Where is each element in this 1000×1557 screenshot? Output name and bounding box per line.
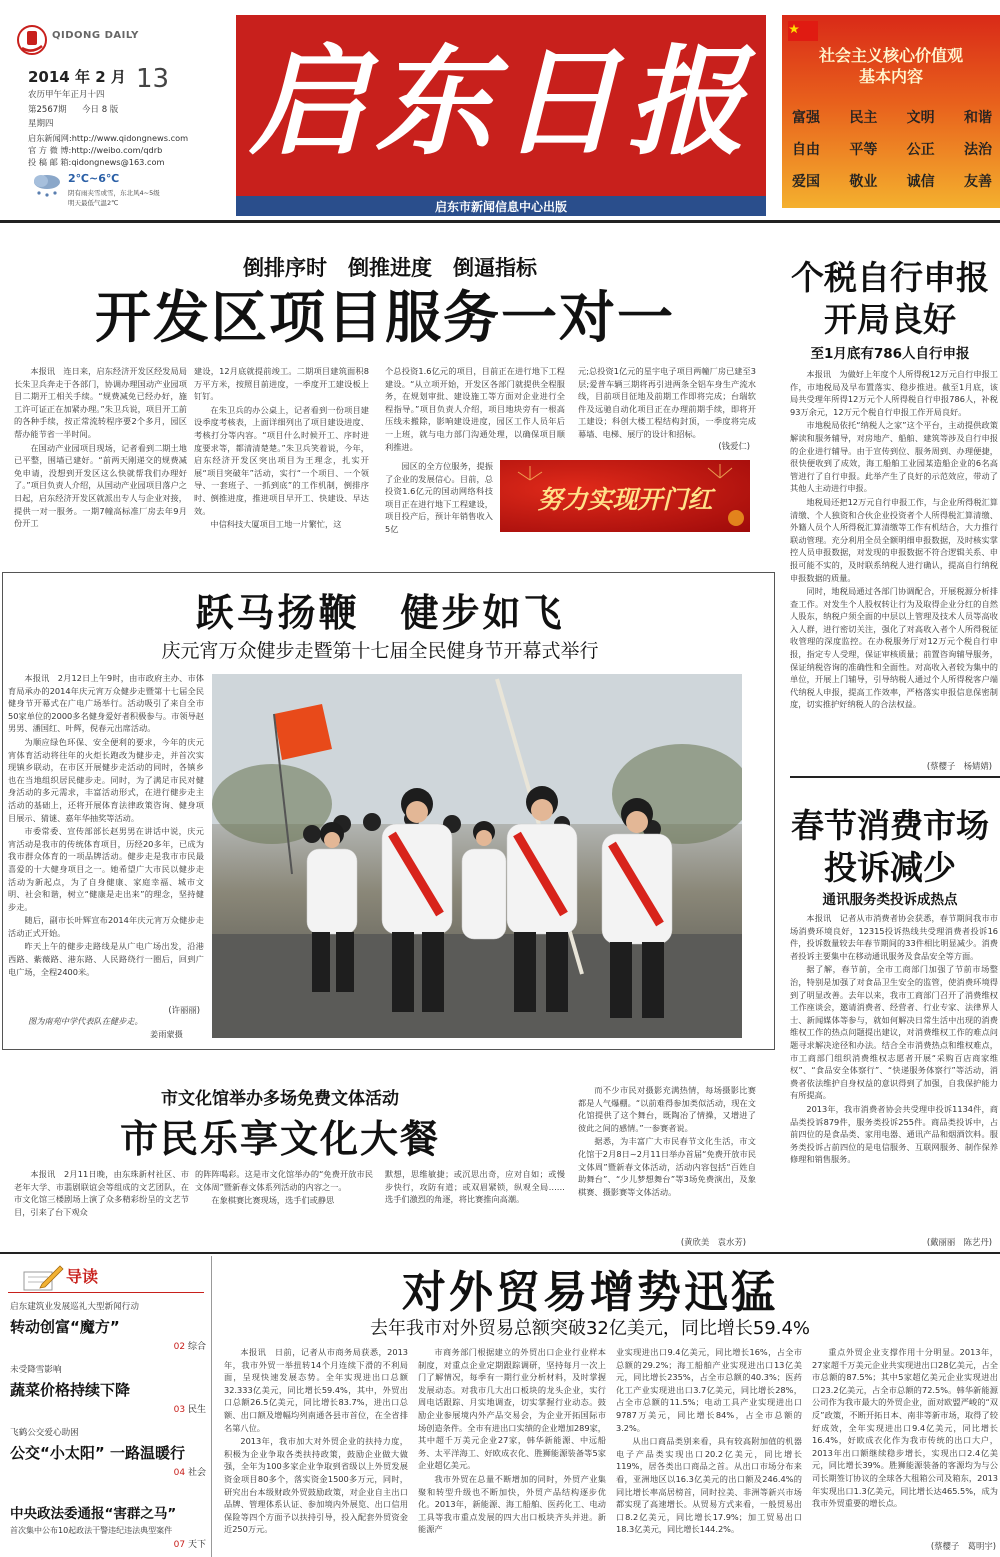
paragraph: 随后，副市长叶辉宣布2014年庆元宵万众健步走活动正式开始。	[8, 915, 204, 938]
trade-byline: (蔡樱子 葛明宇)	[930, 1541, 996, 1551]
paragraph: 同时，地税局通过各部门协调配合，开展税源分析排查工作。对发生个人股权转让行为及取得企业分红的自然人股东，纳税户须全面的中层以上管理及技术人员等高收入人群，进行密切关注，强化了对高收入者个人所得税征收管理的深度监控。在办税服务厅对12万元个税自行申报，指定专人受理，保证审核质量；前置咨询辅导服务，保证纳税咨询的准确性和全面性。对高收入者较为集中的单位，开展上门辅导，引导纳税人通过个人所得税客户端代纳税人申报，提高工作效率，严格落实申报信息保密制度，切实推护好纳税人的合法权益。	[790, 586, 998, 710]
trade-headline: 对外贸易增势迅猛	[402, 1267, 778, 1318]
publisher-text: 启东市新闻信息中心出版	[434, 200, 567, 214]
guide-page	[10, 1402, 206, 1415]
value-item: 民主	[849, 110, 878, 126]
trade-column-4	[812, 1346, 998, 1538]
values-row	[792, 171, 992, 191]
guide-section: 综合	[187, 1342, 206, 1352]
guide-section: 天下	[187, 1540, 206, 1550]
value-item: 诚信	[906, 174, 935, 190]
contact-3: 投 稿 邮 箱:qidongnews@163.com	[28, 157, 165, 167]
paragraph: 元;总投资1亿元的星宇电子项目两幢厂房已建至3层;爱普车辆三期将再引进两条全铝车身生产流水线，目前项目征地及前期工作即将完成；台瑞软件及远驰自动化项目正在办理前期手续，即将开工建设；科创大楼工程结构封顶，一季度将完成幕墙、电梯、展厅的设计和招标。	[578, 366, 756, 439]
guide-box	[0, 1256, 212, 1557]
guide-title: 导读	[66, 1267, 99, 1286]
culture-column-1	[14, 1168, 189, 1238]
guide-page-number: 03	[173, 1405, 186, 1415]
paragraph: 本报讯 2月11日晚，由东珠新村社区、市老年大学、市翡剧联谊会等组成的文艺团队，在市文化馆三楼剧场上演了众多精彩纷呈的文艺节目，引来了台下观众	[14, 1169, 189, 1217]
culture-column-2	[195, 1168, 373, 1238]
walkers-illustration	[212, 674, 742, 1038]
guide-section: 社会	[187, 1468, 206, 1478]
weather-tomorrow: 明天最低气温2℃	[68, 199, 119, 207]
fitness-text	[8, 672, 204, 1017]
guide-item[interactable]	[10, 1363, 206, 1415]
tax-headline-2: 开局良好	[824, 300, 956, 339]
tax-byline: (蔡樱子 杨婧婧)	[926, 761, 992, 771]
consumer-headline-2: 投诉减少	[824, 848, 956, 887]
paragraph: 2013年，我市加大对外贸企业的扶持力度，积极为企业争取各类扶持政策，鼓励企业做大做强，全年为100多家企业争取到省级以上外贸发展资金项目80多个，落实资金1500多万元，同时，研究出台本级财政外贸鼓励政策，对企业自主出口品牌、管理体系认证、参加境内外展览、出口信用保险等四个方面予以扶持引导，投入配套外贸资金近250万元。	[224, 1436, 408, 1535]
culture-column-3	[385, 1168, 565, 1238]
weather-desc: 阴有雨夹雪或雪，东北风4~5级	[68, 189, 160, 197]
paragraph: 建设，12月底就提前竣工。二期项目建筑面积8万平方米，按照目前进度，一季度开工建设板上钉钉。	[194, 366, 369, 402]
english-name: QIDONG DAILY	[52, 30, 139, 41]
pencil-icon	[20, 1262, 64, 1292]
paragraph: 本报讯 连日来，启东经济开发区经发局局长朱卫兵奔走于各部门，协调办理国动产业园项目二期开工相关手续。“规费减免已经办好，施工许可证正在加紧办理。”朱卫兵说，项目开工前的各种手续，按正常流转程序要2个多月，园区帮办能节省一半时间。	[14, 366, 187, 439]
consumer-text	[790, 912, 998, 1230]
guide-kicker: 未受降雪影响	[10, 1365, 62, 1375]
guide-headline: 蔬菜价格持续下降	[10, 1381, 131, 1399]
date-day: 13	[136, 64, 170, 94]
paragraph: 在朱卫兵的办公桌上，记者看到一份项目建设季度考核表，上面详细列出了项目建设进度、考核打分等内容。“项目什么时候开工、序时进度要求等，都清清楚楚。”朱卫兵笑着说，今年，启东经济开发区突出项目为王理念，扎实开展“项目突破年”活动，实行“一个项目、一个领导、一套班子、一抓到底”的工作机制，倒排序时、倒推进度，推进项目早开工、快建设、早达效。	[194, 404, 369, 516]
paragraph: 从出口商品类别来看，具有较高附加值的机器电子产品类实现出口20.2亿美元，同比增长119%，居各类出口商品之首。从出口市场分布来看，亚洲地区以16.3亿美元的出口额及246.4%的同比增长率高居榜首，同时拉美、非洲等新兴市场都实现了高速增长。从贸易方式来看，一般贸易出口8.2亿美元，同比增长17.9%；加工贸易出口18.3亿美元，同比增长144.2%。	[616, 1436, 802, 1535]
page-count: 今日 8 版	[82, 105, 119, 115]
guide-page	[10, 1465, 206, 1478]
value-item: 友善	[963, 174, 992, 190]
value-item: 和谐	[963, 110, 992, 126]
consumer-byline: (戴丽丽 陈艺丹)	[926, 1237, 992, 1247]
guide-kicker: 启东建筑业发展巡礼大型新闻行动	[10, 1302, 139, 1312]
values-row	[792, 107, 992, 127]
value-item: 爱国	[792, 174, 820, 190]
title-block	[236, 15, 766, 196]
guide-headline: 中央政法委通报“害群之马”	[10, 1506, 177, 1522]
paragraph: 地税局还把12万元自行申报工作，与企业所得税汇算清缴、个人独资和合伙企业投资者个人所得税汇算清缴、外籍人员个人所得税汇算清缴等工作有机结合，大力推行联动管理。充分利用全员全额明细申报数据，及时核实掌控人员申报数据，对发现的申报数据不符合逻辑关系、申报可能不实的，及时联系纳税人进行确认，提高自行纳税申报数据的质量。	[790, 496, 998, 583]
photo-caption: 图为南苑中学代表队在健步走。	[28, 1016, 143, 1026]
guide-item[interactable]	[10, 1426, 206, 1478]
culture-byline: (黄欣美 袁水芳)	[680, 1237, 746, 1247]
guide-sub: 首次集中公布10起政法干警违纪违法典型案件	[10, 1526, 173, 1535]
paragraph: 的阵阵喝彩。这是市文化馆举办的“免费开放市民文体周”暨新春文体系列活动的内容之一。	[195, 1169, 373, 1192]
trade-column-2	[418, 1346, 606, 1551]
core-values-panel	[782, 15, 1000, 208]
paragraph: 本报讯 记者从市消费者协会获悉，春节期间我市市场消费环境良好，12315投诉热线共受理消费者投诉16件，投诉数量较去年春节期间的33件相比明显减少。消费者投诉主要集中在移动通讯服务及食品安全等方面。	[790, 913, 998, 961]
value-item: 文明	[906, 110, 935, 126]
lunar-date: 农历甲午年正月十四	[28, 90, 105, 100]
culture-kicker: 市文化馆举办多场免费文体活动	[161, 1089, 399, 1109]
paragraph: 本报讯 2月12日上午9时，由市政府主办、市体育局承办的2014年庆元宵万众健步走暨第十七届全民健身节开幕式在广电广场举行。活动吸引了来自全市50家单位的2000多名健身爱好者积极参与。市领导赵男男、潘国红、叶辉，倪春元出席活动。	[8, 673, 204, 734]
guide-item[interactable]	[10, 1502, 206, 1550]
weekday: 星期四	[28, 119, 54, 129]
section-divider	[0, 1252, 1000, 1254]
paragraph: 在国动产业园项目现场，记者看到二期土地已平整，围墙已建好。“前两天刚递交的规费减免申请，没想到开发区这么快就帮我们办理好了。”项目负责人介绍，从国动产业园项目落户之日起，启东经济开发区就派出专人与企业对接，提供一对一服务。一期7幢高标准厂房去年9月份开工	[14, 442, 187, 529]
tax-text	[790, 368, 998, 758]
paragraph: 本报讯 日前，记者从市商务局获悉，2013年，我市外贸一举扭转14个月连续下滑的不利局面，呈现快速发展态势。全年实现进出口总额32.333亿美元，同比增长59.4%，其中，外贸出口总额26.5亿美元，同比增长83.7%，进出口总额、出口额及增幅均列南通各县市首位，在全省排名第八位。	[224, 1347, 408, 1433]
paragraph: 在象棋赛比赛现场，选手们或静思	[211, 1195, 335, 1206]
trade-column-3	[616, 1346, 802, 1551]
paragraph: 昨天上午的健步走路线是从广电广场出发，沿港西路、紫薇路、港东路、人民路绕行一圈后，回到广电广场，全程2400米。	[8, 941, 204, 977]
consumer-headline-1: 春节消费市场	[791, 806, 989, 845]
values-title-1: 社会主义核心价值观	[818, 46, 963, 65]
contact-2: 官 方 微 博:http://weibo.com/qdrb	[28, 145, 163, 155]
tax-headline-1: 个税自行申报	[791, 258, 989, 297]
lead-kicker: 倒排序时 倒推进度 倒逼指标	[243, 255, 537, 280]
paragraph: 市商务部门根据建立的外贸出口企业行业样本制度，对重点企业定期跟踪调研，坚持每月一次上门了解情况，每季有一期行业分析材料，及时掌握发展动态。对我市几大出口板块的龙头企业，实行周电话跟踪、月实地调查，切实掌握行业动态。鼓励企业参展境内外产品交易会，为企业开拓国际市场创造条件。全市有进出口实绩的企业增加289家，其中超千万美元企业27家，韩华新能源、中远船务、太平洋海工、好欧成衣化、胜狮能源装备等5家企业超亿美元。	[418, 1347, 606, 1471]
guide-page	[10, 1339, 206, 1352]
issue-number: 第2567期	[28, 105, 67, 115]
paragraph: 个总投资1.6亿元的项目，目前正在进行地下工程建设。“从立项开始，开发区各部门就提供全程服务，在规划审批、建设施工等方面对企业进行全程指导。”项目负责人介绍，项目地块旁有一根高压线未搬除，影响建设进度，园区工作人员年后一上班，就与电力部门沟通处理，以确保项目顺利推进。	[385, 366, 565, 451]
paragraph: 市地税局依托“纳税人之家”这个平台，主动提供政策解读和服务辅导，对房地产、船舶、建筑等涉及自行申报的企业进行辅导。由于宣传到位、服务周到、办理便捷，很快便收到了成效，海工船舶工业园某造船企业的6名高管进行了自行申报。此举产生了良好的示范效应，带动了其他人主动进行申报。	[790, 420, 998, 494]
paragraph: 默想，思维敏捷；或沉思出奇，应对自如；或慢步快行，攻防有道；或双眉紧锁，纵观全局……选手们激烈的角逐，将比赛推向高潮。	[385, 1169, 565, 1205]
lead-column-3b	[385, 460, 493, 565]
weather-temp: 2℃~6℃	[68, 172, 120, 185]
guide-headline: 公交“小太阳” 一路温暖行	[10, 1444, 185, 1462]
flag-icon	[788, 21, 818, 43]
guide-page-number: 02	[173, 1342, 186, 1352]
date-line: 2014 年 2 月	[28, 68, 126, 86]
lead-column-1	[14, 365, 187, 565]
value-item: 公正	[906, 142, 935, 158]
guide-section: 民生	[187, 1405, 206, 1415]
paragraph: 本报讯 为做好上年度个人所得税12万元自行申报工作，市地税局及早布置落实、稳步推进。截至1月底，该局共受理年所得12万元个人所得税自行申报786人，补税93万余元，12万元个税自行申报工作开局良好。	[790, 369, 998, 417]
values-grid	[792, 107, 992, 191]
paragraph: 2013年，我市消费者协会共受理申投诉1134件，商品类投诉879件，服务类投诉255件。商品类投诉中，占前四位的是食品类、家用电器、通讯产品和烟酒饮料。服务类投诉占前四位的是电信服务、互联网服务、制作保养修理和销售服务。	[790, 1103, 998, 1165]
trade-subhead: 去年我市对外贸易总额突破32亿美元，同比增长59.4%	[369, 1318, 811, 1339]
photo-credit: 姜雨蒙摄	[150, 1029, 183, 1039]
values-row	[792, 139, 992, 159]
guide-page-number: 04	[173, 1468, 186, 1478]
paragraph: 我市外贸在总量不断增加的同时，外贸产业集聚和转型升级也不断加快，外贸产品结构逐步优化。2013年，新能源、海工船舶、医药化工、电动工具等我市重点发展的四大出口板块齐头并进。新能源产	[418, 1473, 606, 1535]
value-item: 自由	[792, 142, 820, 158]
lead-column-2	[194, 365, 369, 565]
paragraph: 而不少市民对摄影充满热情，每场摄影比赛都是人气爆棚。“以前难得参加类似活动，现在文化馆提供了这个舞台，既陶冶了情操，又增进了彼此之间的感情。”一参赛者说。	[578, 1085, 756, 1133]
paragraph: 园区的全方位服务，提振了企业的发展信心。目前，总投资1.6亿元的国动网络科技项目正在进行地下工程建设，项目投产后，预计年销售收入5亿	[385, 461, 493, 534]
culture-column-4	[578, 1084, 756, 1224]
open-banner	[500, 460, 750, 532]
lead-headline: 开发区项目服务一对一	[95, 285, 675, 351]
publisher-bar	[236, 196, 766, 216]
lead-byline: (钱爱仁)	[718, 441, 750, 451]
lead-column-3	[385, 365, 565, 451]
right-divider	[790, 776, 1000, 778]
paragraph: 中信科技大厦项目工地一片繁忙，这	[210, 519, 342, 530]
guide-page	[10, 1537, 206, 1550]
guide-item[interactable]	[10, 1300, 206, 1352]
contact-1: 启东新闻网:http://www.qidongnews.com	[28, 133, 189, 143]
walkers-photo	[212, 674, 742, 1038]
paragraph: 据了解，春节前，全市工商部门加强了节前市场整治，特别是加强了对食品卫生安全的监管，使消费环境得到了明显改善。去年以来，我市工商部门召开了消费维权工作座谈会，邀请消费者、经营者、行业专家、法律界人士、新闻媒体等参与，就如何解决日常生活中出现的消费维权工作的热点问题提出建议，对消费维权工作的难点问题寻求解决途径和办法。结合全市消费热点和维权难点，市工商部门组织消费维权志愿者开展“采购百店商家维权”、“食品安全体察行”、“快递服务体察行”等活动，消费者依法维护自身权益的意识得到了加强，自我保护能力有所提高。	[790, 964, 998, 1101]
paragraph: 为顺应绿色环保、安全便利的要求，今年的庆元宵体育活动将往年的火炬长跑改为健步走，并首次实现镇乡联动，在市区开展健步走活动的同时，各镇乡也在当地组织居民健步走。同时，为了满足市民对健身活动的多元需求，丰富活动形式，在进行健步走主活动的基础上，还将开展体育法律政策咨询、健身项目展示、猜谜、嘉年华抽奖等活动。	[8, 736, 204, 823]
banner-text: 努力实现开门红	[537, 485, 713, 514]
paragraph: 业实现进出口9.4亿美元，同比增长16%，占全市总额的29.2%；海工船舶产业实现进出口13亿美元，同比增长235%，占全市总额的40.3%；医药化工产业实现进出口3.7亿美元，同比增长28%，占全市总额的11.5%；电动工具产业实现进出口9787万美元，同比增长84%，占全市总额的3.2%。	[616, 1347, 802, 1433]
culture-headline: 市民乐享文化大餐	[119, 1116, 440, 1161]
value-item: 富强	[792, 110, 820, 126]
value-item: 法治	[963, 142, 992, 158]
fitness-headline: 跃马扬鞭 健步如飞	[195, 590, 565, 635]
masthead-divider	[0, 220, 1000, 223]
snow-cloud-icon	[30, 172, 64, 198]
lead-column-4	[578, 365, 756, 449]
value-item: 敬业	[849, 174, 878, 190]
fitness-byline: (许丽丽)	[168, 1005, 200, 1015]
fitness-subhead: 庆元宵万众健步走暨第十七届全民健身节开幕式举行	[161, 640, 599, 662]
paragraph: 市委常委、宣传部部长赵男男在讲话中说，庆元宵活动是我市的传统体育项目，历经20多年，已成为我市群众体育的一项品牌活动。健步走是我市市民最喜爱的十大健身项目之一。她希望广大市民以健步走活动为新起点，为了自身健康、家庭幸福、城市文明、社会和谐，树立“健康是走出来”的理念，坚持健步走。	[8, 826, 204, 912]
guide-rule	[8, 1292, 204, 1293]
newspaper-title: 启东日报	[248, 32, 753, 171]
values-title-2: 基本内容	[858, 67, 923, 86]
guide-page-number: 07	[173, 1540, 186, 1550]
guide-headline: 转动创富“魔方”	[10, 1318, 120, 1336]
consumer-subhead: 通讯服务类投诉成热点	[822, 892, 958, 908]
newspaper-logo-icon	[16, 24, 48, 56]
guide-kicker: 飞鹤公交爱心助困	[10, 1428, 79, 1438]
tax-subhead: 至1月底有786人自行申报	[810, 346, 970, 362]
trade-column-1	[224, 1346, 408, 1551]
value-item: 平等	[849, 142, 878, 158]
paragraph: 重点外贸企业支撑作用十分明显。2013年，27家超千万美元企业共实现进出口28亿美元，占全市总额的87.5%；其中5家超亿美元企业实现进出口23.2亿美元，占全市总额的72.5%。韩华新能源公司作为我市最大的外贸企业，面对欧盟严峻的“双反”政策，不断开拓日本、南非等新市场，取得了较好成效，全年实现进出口9.4亿美元，同比增长16.4%，好欧成衣化作为我市传统的出口大户，2013年出口额继续稳步增长，实现出口2.4亿美元，同比增长39%。胜狮能源装备的客源均为与公司长期签订协议的全球各大租箱公司及箱东，2013年实现出口1.3亿美元，同比增长达465.5%，成为我市外贸重要的增长点。	[812, 1347, 998, 1509]
paragraph: 据悉，为丰富广大市民春节文化生活，市文化馆于2月8日~2月11日举办首届“免费开放市民文体周”暨新春文体活动，活动内容包括“百姓自助舞台”、“少儿梦想舞台”等3场免费演出，及象棋赛、摄影赛等文体活动。	[578, 1136, 756, 1197]
